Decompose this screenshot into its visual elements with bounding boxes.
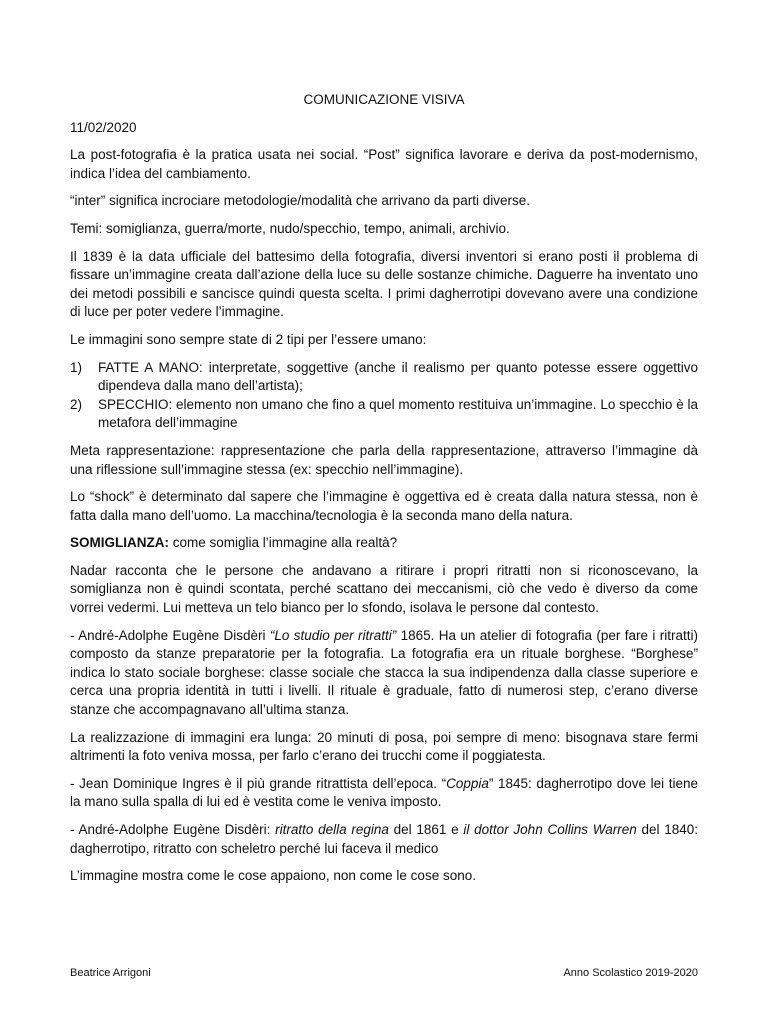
somiglianza-heading: SOMIGLIANZA: <box>70 535 169 551</box>
list-item-text: SPECCHIO: elemento non umano che fino a quel momento restituiva un’immagine. Lo specchio è la metafora dell’immagine <box>98 396 698 431</box>
paragraph-shock: Lo “shock” è determinato dal sapere che l’immagine è oggettiva ed è creata dalla natura stessa, non è fatta dalla mano dell’uomo. La macchina/tecnologia è la seconda mano della natura. <box>70 489 698 523</box>
disderi-text: 1865. Ha un atelier di fotografia (per fare i ritratti) composto da stanze preparatorie per la fotografia. La fotografia era un rituale borghese. “Borghese” indica lo stato sociale borghese: classe sociale che stacca la sua indipendenza dalla classe superiore e cerca una propria identità in tutti i livelli. Il rituale è graduale, fatto di numerosi step, c’erano diverse stanze che accompagnavano all’ultima stanza. <box>70 627 698 718</box>
disderi-intro: - André-Adolphe Eugène Disdèri <box>70 627 270 643</box>
paragraph-disderi-regina <box>70 821 698 858</box>
regina-title: ritratto della regina <box>275 822 389 837</box>
coppia-title: Coppia <box>446 775 489 791</box>
paragraph-nadar: Nadar racconta che le persone che andavano a ritirare i propri ritratti non si riconoscevano, la somiglianza non è quindi scontata, perché scattano dei meccanismi, ciò che vedo è diverso da come vorrei vedermi. Lui metteva un telo bianco per lo sfondo, isolava le persone dal contesto. <box>70 562 698 616</box>
paragraph-temi: Temi: somiglianza, guerra/morte, nudo/specchio, tempo, animali, archivio. <box>70 220 510 236</box>
paragraph-ingres <box>70 775 698 812</box>
disderi-regina-end: del 1840: dagherrotipo, ritratto con scheletro perché lui faceva il medico <box>70 822 699 856</box>
ingres-intro: - Jean Dominique Ingres è il più grande ritrattista dell’epoca. “ <box>70 775 447 791</box>
ingres-text: ” 1845: dagherrotipo dove lei tiene la mano sulla spalla di lui ed è vestita come le veniva imposto. <box>70 775 698 810</box>
paragraph-meta-rappresentazione: Meta rappresentazione: rappresentazione che parla della rappresentazione, attraverso l’immagine dà una riflessione sull’immagine stessa (ex: specchio nell’immagine). <box>70 442 698 477</box>
paragraph-conclusion: L’immagine mostra come le cose appaiono, non come le cose sono. <box>70 868 476 884</box>
somiglianza-question: come somiglia l’immagine alla realtà? <box>169 535 398 551</box>
list-item <box>70 396 698 433</box>
disderi-regina-intro: - André-Adolphe Eugène Disdèri: <box>70 822 276 837</box>
numbered-list <box>70 359 698 433</box>
document-body <box>70 91 698 895</box>
disderi-regina-mid: del 1861 e <box>388 822 464 837</box>
list-item-number: 1) <box>70 359 83 375</box>
page-title: COMUNICAZIONE VISIVA <box>303 92 465 107</box>
paragraph-disderi-studio <box>70 627 698 720</box>
footer-author: Beatrice Arrigoni <box>70 967 151 979</box>
footer-school-year: Anno Scolastico 2019-2020 <box>563 967 698 979</box>
list-item-text: FATTE A MANO: interpretate, soggettive (anche il realismo per quanto potesse essere oggettivo dipendeva dalla mano dell’artista); <box>98 359 698 394</box>
paragraph-post-fotografia: La post-fotografia è la pratica usata nei social. “Post” significa lavorare e deriva da post-modernismo, indica l’idea del cambiamento. <box>70 147 698 181</box>
paragraph-inter: “inter” significa incrociare metodologie/modalità che arrivano da parti diverse. <box>70 193 530 209</box>
warren-title: il dottor John Collins Warren <box>463 822 637 837</box>
lecture-date: 11/02/2020 <box>70 119 137 135</box>
studio-title: “Lo studio per ritratti” <box>269 627 397 643</box>
paragraph-realizzazione: La realizzazione di immagini era lunga: 20 minuti di posa, poi sempre di meno: bisognava stare fermi altrimenti la foto veniva mossa, per farlo c’erano dei trucchi come il poggiatesta. <box>70 729 698 764</box>
list-item <box>70 359 698 396</box>
paragraph-somiglianza <box>70 534 698 553</box>
list-item-number: 2) <box>70 396 83 412</box>
paragraph-tipi-immagini: Le immagini sono sempre state di 2 tipi per l’essere umano: <box>70 331 427 347</box>
paragraph-1839: Il 1839 è la data ufficiale del battesimo della fotografia, diversi inventori si erano posti il problema di fissare un’immagine creata dall’azione della luce su delle sostanze chimiche. Daguerre ha inventato uno dei metodi possibili e sancisce quindi questa scelta. I primi dagherrotipi dovevano avere una condizione di luce per poter vedere l’immagine. <box>70 248 698 320</box>
